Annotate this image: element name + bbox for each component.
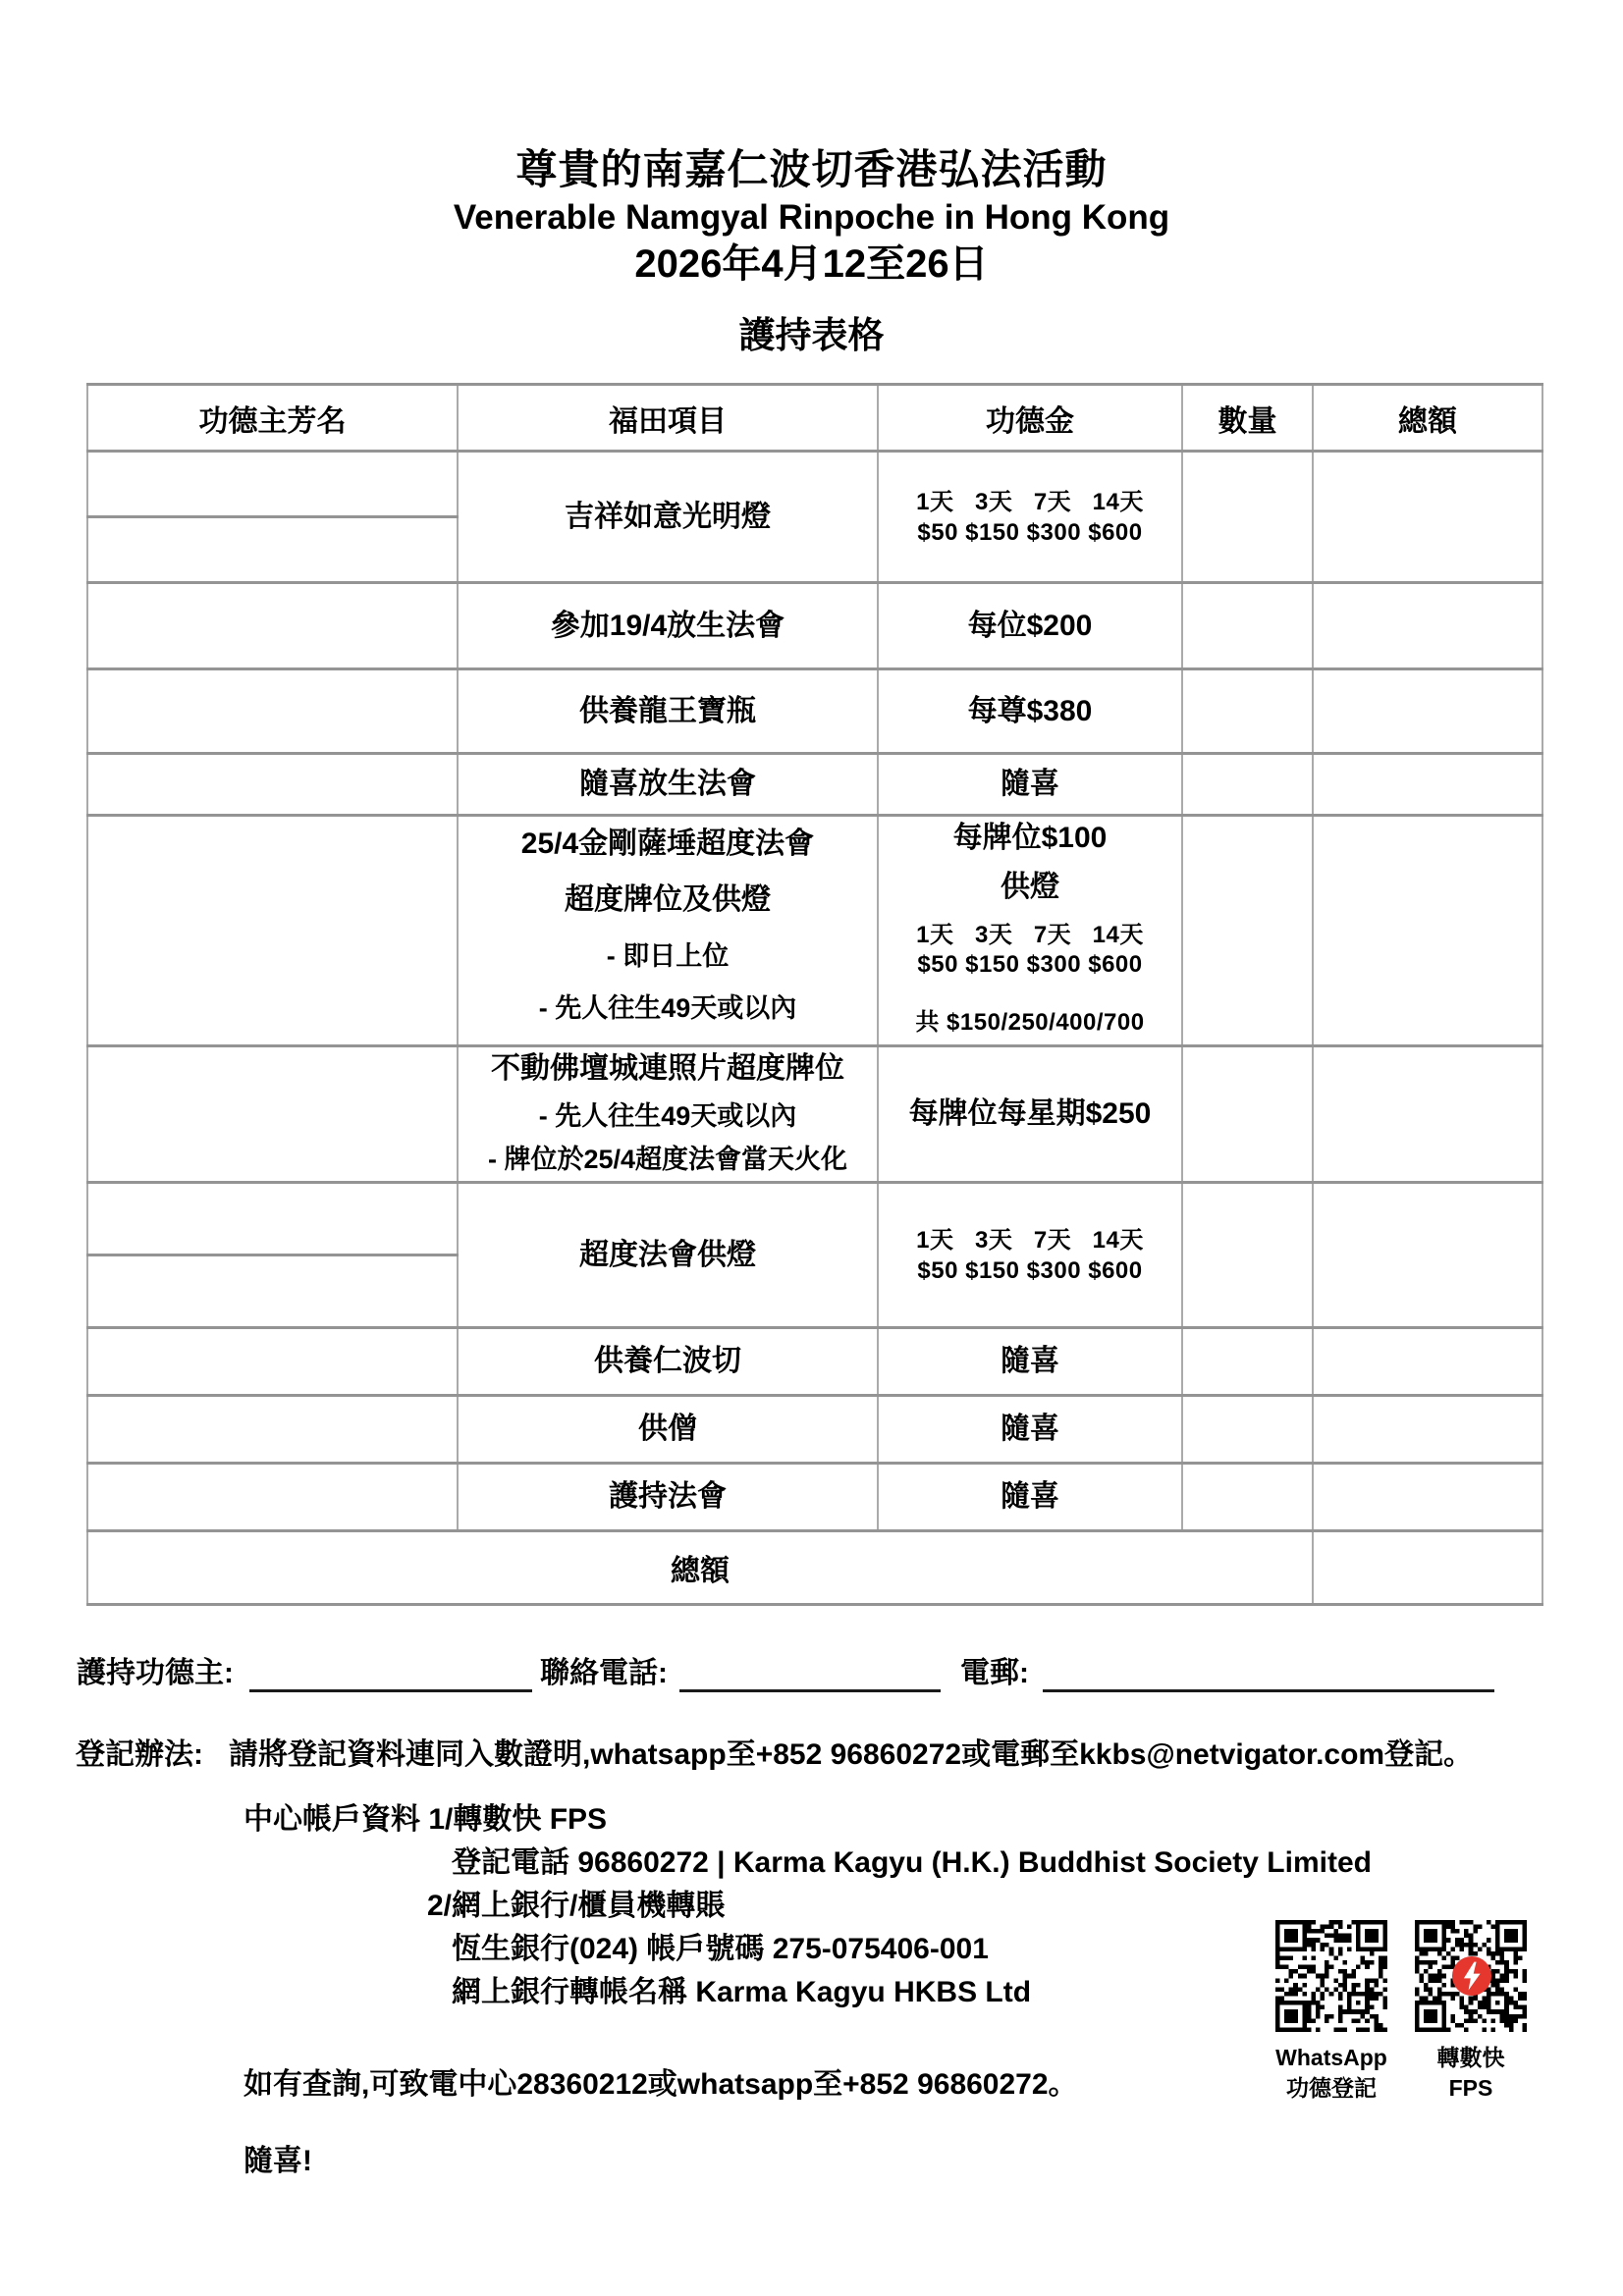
total-cell xyxy=(1313,452,1542,583)
form-subtitle: 護持表格 xyxy=(738,315,885,355)
table-header-row xyxy=(87,385,1542,452)
donor-name-cell xyxy=(87,754,458,816)
donor-name-cell xyxy=(87,816,458,1046)
amount-cell: 隨喜 xyxy=(878,1396,1182,1464)
fps-registration-line: 登記電話 96860272 | Karma Kagyu (H.K.) Buddhist Society Limited xyxy=(452,1846,1372,1879)
qr-code-block xyxy=(1274,1920,1528,2104)
amount-cell: 1天 3天 7天 14天 $50 $150 $300 $600 xyxy=(878,1183,1182,1328)
donor-name-cell xyxy=(87,1183,458,1255)
table-row xyxy=(87,816,1542,1046)
table-row xyxy=(87,583,1542,669)
fps-qr-column xyxy=(1414,1920,1528,2104)
table-row xyxy=(87,1046,1542,1183)
total-cell xyxy=(1313,1328,1542,1396)
item-cell: 參加19/4放生法會 xyxy=(458,583,878,669)
total-cell xyxy=(1313,1464,1542,1531)
contact-phone-label: 聯絡電話: xyxy=(540,1657,668,1689)
header-quantity: 數量 xyxy=(1182,385,1313,452)
fps-qr-code xyxy=(1415,1920,1527,2032)
registration-label: 登記辦法: xyxy=(76,1738,203,1771)
donor-name-cell xyxy=(87,1396,458,1464)
table-row xyxy=(87,1464,1542,1531)
table-row xyxy=(87,452,1542,517)
total-cell xyxy=(1313,1396,1542,1464)
quantity-cell xyxy=(1182,1464,1313,1531)
amount-cell: 每位$200 xyxy=(878,583,1182,669)
header-donor-name: 功德主芳名 xyxy=(87,385,458,452)
whatsapp-qr-label-line1: WhatsApp xyxy=(1275,2045,1387,2070)
grand-total-label: 總額 xyxy=(87,1531,1313,1605)
total-cell xyxy=(1313,1046,1542,1183)
fps-logo-icon xyxy=(1451,1955,1492,1997)
header-total: 總額 xyxy=(1313,385,1542,452)
item-cell: 供養龍王寶瓶 xyxy=(458,669,878,754)
donor-name-cell xyxy=(87,583,458,669)
item-cell: 25/4金剛薩埵超度法會 超度牌位及供燈 - 即日上位 - 先人往生49天或以內 xyxy=(458,816,878,1046)
page-title-english: Venerable Namgyal Rinpoche in Hong Kong xyxy=(453,198,1170,237)
donor-name-label: 護持功德主: xyxy=(77,1657,234,1689)
item-cell: 吉祥如意光明燈 xyxy=(458,452,878,583)
event-date: 2026年4月12至26日 xyxy=(634,242,989,286)
table-row xyxy=(87,754,1542,816)
quantity-cell xyxy=(1182,1328,1313,1396)
amount-cell: 1天 3天 7天 14天 $50 $150 $300 $600 xyxy=(878,452,1182,583)
quantity-cell xyxy=(1182,583,1313,669)
whatsapp-qr-code xyxy=(1275,1920,1387,2032)
total-cell xyxy=(1313,816,1542,1046)
bank-account-number-line: 恆生銀行(024) 帳戶號碼 275-075406-001 xyxy=(452,1933,989,1965)
amount-cell: 隨喜 xyxy=(878,754,1182,816)
donor-name-cell xyxy=(87,1255,458,1328)
header-donation-amount: 功德金 xyxy=(878,385,1182,452)
bank-transfer-heading: 2/網上銀行/櫃員機轉賬 xyxy=(427,1890,726,1922)
item-cell: 護持法會 xyxy=(458,1464,878,1531)
donor-name-blank xyxy=(249,1656,532,1692)
quantity-cell xyxy=(1182,754,1313,816)
page-title-chinese: 尊貴的南嘉仁波切香港弘法活動 xyxy=(515,146,1108,192)
total-cell xyxy=(1313,1183,1542,1328)
donor-name-cell xyxy=(87,517,458,583)
whatsapp-qr-label-line2: 功德登記 xyxy=(1286,2075,1377,2101)
quantity-cell xyxy=(1182,669,1313,754)
email-blank xyxy=(1043,1656,1494,1692)
table-row xyxy=(87,1396,1542,1464)
total-cell xyxy=(1313,754,1542,816)
header-merit-item: 福田項目 xyxy=(458,385,878,452)
table-row xyxy=(87,1328,1542,1396)
signature-row xyxy=(77,1655,1540,1692)
registration-instructions xyxy=(76,1735,1623,1775)
grand-total-cell xyxy=(1313,1531,1542,1605)
enquiry-line: 如有查詢,可致電中心28360212或whatsapp至+852 96860272。 xyxy=(243,2068,1078,2101)
item-cell: 超度法會供燈 xyxy=(458,1183,878,1328)
title-block xyxy=(0,0,1623,357)
account-info-heading: 中心帳戶資料 1/轉數快 FPS xyxy=(243,1803,608,1836)
quantity-cell xyxy=(1182,452,1313,583)
amount-cell: 每牌位每星期$250 xyxy=(878,1046,1182,1183)
contact-phone-blank xyxy=(679,1656,941,1692)
table-total-row xyxy=(87,1531,1542,1605)
donor-name-cell xyxy=(87,669,458,754)
fps-qr-label-line1: 轉數快 xyxy=(1436,2045,1505,2070)
item-cell: 不動佛壇城連照片超度牌位 - 先人往生49天或以內 - 牌位於25/4超度法會當天火化 xyxy=(458,1046,878,1183)
whatsapp-qr-column xyxy=(1274,1920,1388,2104)
donor-name-cell xyxy=(87,1328,458,1396)
quantity-cell xyxy=(1182,816,1313,1046)
item-cell: 供養仁波切 xyxy=(458,1328,878,1396)
total-cell xyxy=(1313,583,1542,669)
amount-cell: 隨喜 xyxy=(878,1328,1182,1396)
email-label: 電郵: xyxy=(960,1657,1029,1689)
fps-qr-label-line2: FPS xyxy=(1448,2075,1493,2101)
closing-line: 隨喜! xyxy=(243,2145,312,2177)
item-cell: 供僧 xyxy=(458,1396,878,1464)
amount-cell: 每尊$380 xyxy=(878,669,1182,754)
total-cell xyxy=(1313,669,1542,754)
quantity-cell xyxy=(1182,1046,1313,1183)
donation-table xyxy=(86,383,1543,1606)
amount-cell: 每牌位$100 供燈 1天 3天 7天 14天 $50 $150 $300 $600 共 $150/250/400/700 xyxy=(878,816,1182,1046)
donor-name-cell xyxy=(87,1464,458,1531)
donor-name-cell xyxy=(87,1046,458,1183)
amount-cell: 隨喜 xyxy=(878,1464,1182,1531)
registration-text: 請將登記資料連同入數證明,whatsapp至+852 96860272或電郵至kkbs@netvigator.com登記。 xyxy=(229,1738,1474,1771)
bank-transfer-name-line: 網上銀行轉帳名稱 Karma Kagyu HKBS Ltd xyxy=(452,1976,1032,2008)
table-row xyxy=(87,1183,1542,1255)
donor-name-cell xyxy=(87,452,458,517)
quantity-cell xyxy=(1182,1183,1313,1328)
table-row xyxy=(87,669,1542,754)
item-cell: 隨喜放生法會 xyxy=(458,754,878,816)
quantity-cell xyxy=(1182,1396,1313,1464)
